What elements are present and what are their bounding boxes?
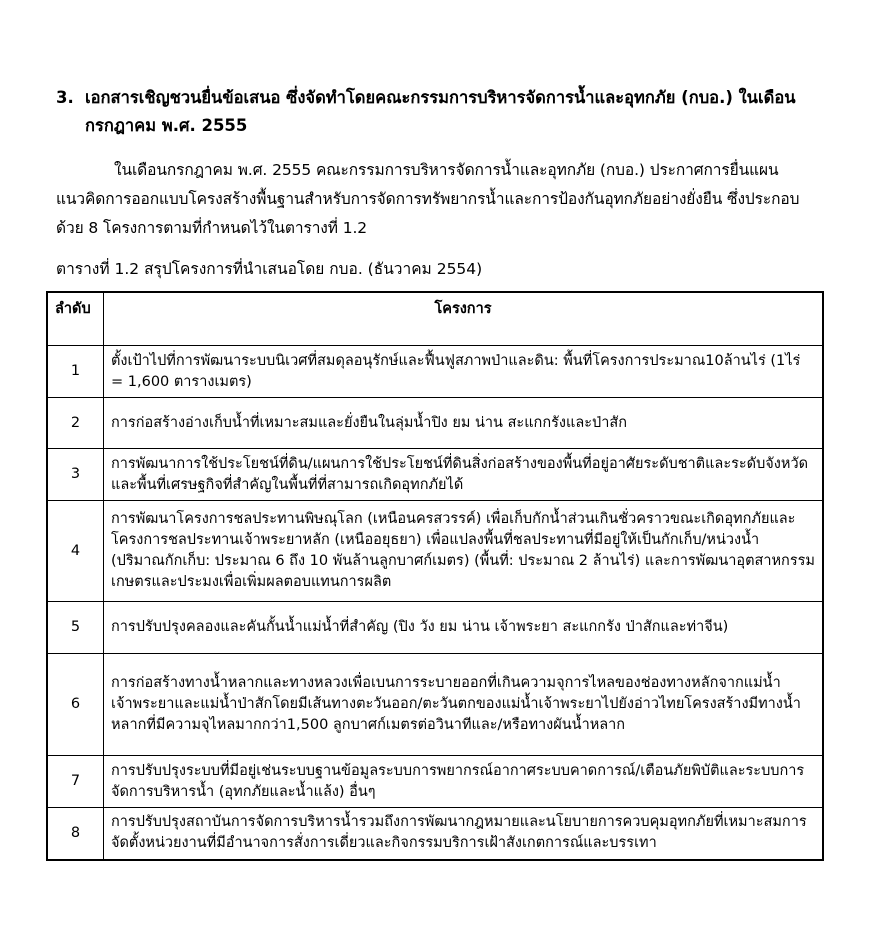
row-number: 8: [47, 808, 104, 860]
row-project: การปรับปรุงสถาบันการจัดการบริหารน้ำรวมถึงการพัฒนากฎหมายและนโยบายการควบคุมอุทกภัยที่เหมาะสมการจัดตั้งหน่วยงานที่มีอำนาจการสั่งการเดี่ยวและกิจกรรมบริการเฝ้าสังเกตการณ์และบรรเทา: [104, 808, 824, 860]
table-caption: ตารางที่ 1.2 สรุปโครงการที่นำเสนอโดย กบอ. (ธันวาคม 2554): [56, 260, 483, 278]
row-number: 2: [47, 398, 104, 449]
row-project: การก่อสร้างทางน้ำหลากและทางหลวงเพื่อเบนการระบายออกที่เกินความจุการไหลของช่องทางหลักจากแม่น้ำเจ้าพระยาและแม่น้ำป่าสักโดยมีเส้นทางตะวันออก/ตะวันตกของแม่น้ำเจ้าพระยาไปยังอ่าวไทยโครงสร้างมีทางน้ำหลากที่มีความจุไหลมากกว่า1,500 ลูกบาศก์เมตรต่อวินาทีและ/หรือทางผันน้ำหลาก: [104, 654, 824, 756]
table-row: [47, 808, 823, 860]
row-number: 4: [47, 501, 104, 602]
row-project: การปรับปรุงระบบที่มีอยู่เช่นระบบฐานข้อมูลระบบการพยากรณ์อากาศระบบคาดการณ์/เตือนภัยพิบัติและระบบการจัดการบริหารน้ำ (อุทกภัยและน้ำแล้ง) อื่นๆ: [104, 756, 824, 808]
row-number: 1: [47, 346, 104, 398]
row-number: 3: [47, 449, 104, 501]
table-row: [47, 756, 823, 808]
row-number: 6: [47, 654, 104, 756]
row-number: 5: [47, 602, 104, 654]
row-number: 7: [47, 756, 104, 808]
row-project: การปรับปรุงคลองและคันกั้นน้ำแม่น้ำที่สำคัญ (ปิง วัง ยม น่าน เจ้าพระยา สะแกกรัง ป่าสักและท่าจีน): [104, 602, 824, 654]
header-project: โครงการ: [104, 292, 824, 346]
body-paragraph: ในเดือนกรกฎาคม พ.ศ. 2555 คณะกรรมการบริหารจัดการน้ำและอุทกภัย (กบอ.) ประกาศการยื่นแผนแนวคิดการออกแบบโครงสร้างพื้นฐานสำหรับการจัดการทรัพยากรน้ำและการป้องกันอุทกภัยอย่างยั่งยืน ซึ่งประกอบด้วย 8 โครงการตามที่กำหนดไว้ในตารางที่ 1.2: [56, 161, 800, 237]
table-row: [47, 449, 823, 501]
table-header-row: [47, 292, 823, 346]
table-row: [47, 346, 823, 398]
section-number: 3.: [56, 88, 74, 107]
table-row: [47, 602, 823, 654]
table-row: [47, 398, 823, 449]
table-row: [47, 654, 823, 756]
row-project: ตั้งเป้าไปที่การพัฒนาระบบนิเวศที่สมดุลอนุรักษ์และฟื้นฟูสภาพป่าและดิน: พื้นที่โครงการประมาณ10ล้านไร่ (1ไร่ = 1,600 ตารางเมตร): [104, 346, 824, 398]
row-project: การพัฒนาโครงการชลประทานพิษณุโลก (เหนือนครสวรรค์) เพื่อเก็บกักน้ำส่วนเกินชั่วคราวขณะเกิดอุทกภัยและโครงการชลประทานเจ้าพระยาหลัก (เหนืออยุธยา) เพื่อแปลงพื้นที่ชลประทานที่มีอยู่ให้เป็นกักเก็บ/หน่วงน้ำ (ปริมาณกักเก็บ: ประมาณ 6 ถึง 10 พันล้านลูกบาศก์เมตร) (พื้นที่: ประมาณ 2 ล้านไร่) และการพัฒนาอุตสาหกรรมเกษตรและประมงเพื่อเพิ่มผลตอบแทนการผลิต: [104, 501, 824, 602]
row-project: การก่อสร้างอ่างเก็บน้ำที่เหมาะสมและยั่งยืนในลุ่มน้ำปิง ยม น่าน สะแกกรังและป่าสัก: [104, 398, 824, 449]
header-order: ลำดับ: [47, 292, 104, 346]
row-project: การพัฒนาการใช้ประโยชน์ที่ดิน/แผนการใช้ประโยชน์ที่ดินสิ่งก่อสร้างของพื้นที่อยู่อาศัยระดับชาติและระดับจังหวัดและพื้นที่เศรษฐกิจที่สำคัญในพื้นที่ที่สามารถเกิดอุทกภัยได้: [104, 449, 824, 501]
section-heading: [56, 84, 816, 140]
table-row: [47, 501, 823, 602]
section-title: เอกสารเชิญชวนยื่นข้อเสนอ ซึ่งจัดทำโดยคณะกรรมการบริหารจัดการน้ำและอุทกภัย (กบอ.) ในเดือนกรกฎาคม พ.ศ. 2555: [85, 88, 796, 135]
projects-table: [46, 291, 824, 861]
